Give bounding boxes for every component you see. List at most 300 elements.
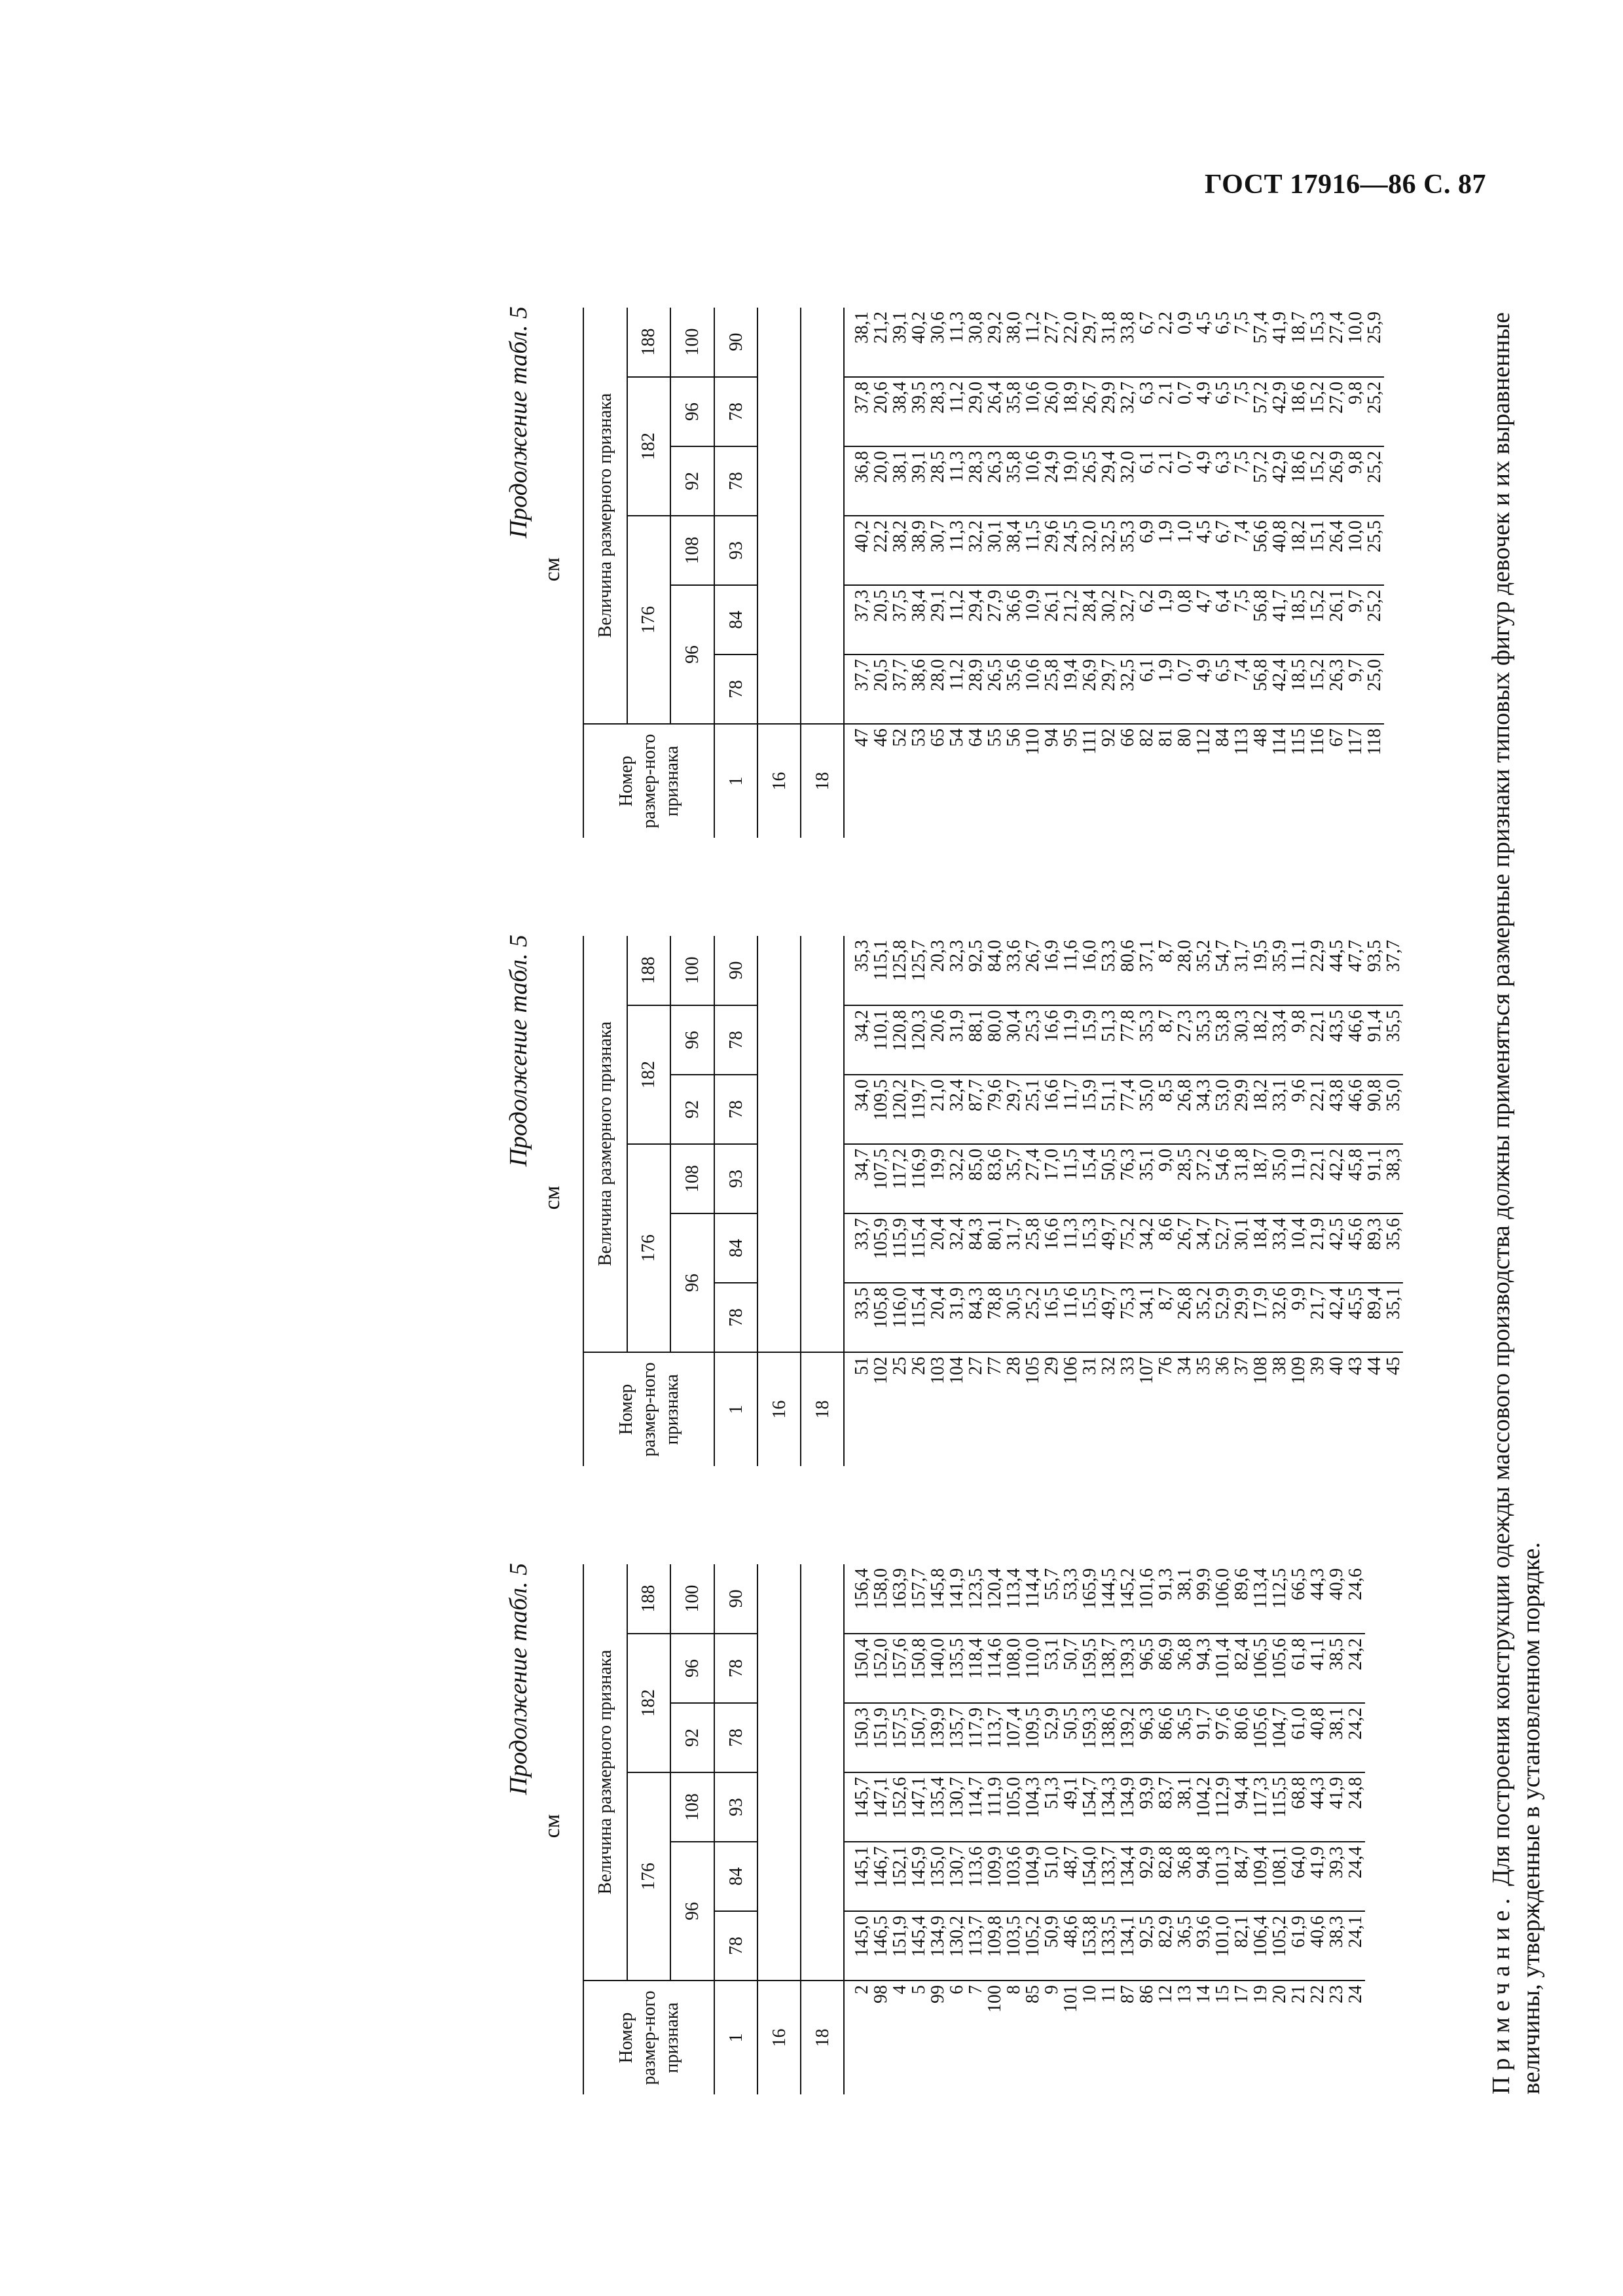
- table-row: [1099, 308, 1118, 838]
- value-cell: 20,0: [871, 446, 890, 516]
- table-row: [1251, 936, 1270, 1466]
- table-row: [1232, 308, 1251, 838]
- header-sub-108: 108: [670, 1144, 714, 1213]
- table-row: [1365, 308, 1384, 838]
- value-cell: 86,9: [1156, 1634, 1175, 1703]
- value-cell: 25,0: [1365, 655, 1384, 724]
- value-cell: 18,4: [1251, 1213, 1270, 1283]
- value-cell: 146,5: [871, 1911, 890, 1981]
- value-cell: 6,3: [1137, 377, 1156, 446]
- value-cell: 26,7: [1175, 1213, 1194, 1283]
- table-row: [966, 1564, 985, 2094]
- value-cell: 150,3: [844, 1703, 871, 1772]
- value-cell: 1,9: [1156, 585, 1175, 655]
- value-cell: 22,2: [871, 516, 890, 585]
- value-cell: 15,2: [1308, 377, 1327, 446]
- feature-number-cell: 23: [1327, 1981, 1346, 2094]
- value-cell: 99,9: [1194, 1564, 1213, 1634]
- value-cell: 26,7: [1080, 377, 1099, 446]
- value-cell: 38,5: [1327, 1634, 1346, 1703]
- value-cell: 38,3: [1327, 1911, 1346, 1981]
- feature-number-cell: 5: [909, 1981, 928, 2094]
- table-row: [909, 1564, 928, 2094]
- value-cell: 20,3: [928, 936, 947, 1005]
- value-cell: 117,9: [966, 1703, 985, 1772]
- data-table: [583, 936, 1403, 1466]
- value-cell: 135,5: [947, 1634, 966, 1703]
- value-cell: 26,1: [1327, 585, 1346, 655]
- value-cell: 147,1: [871, 1772, 890, 1842]
- table-row: [1327, 936, 1346, 1466]
- table-row: [1023, 936, 1042, 1466]
- value-cell: 97,6: [1213, 1703, 1232, 1772]
- feature-number-cell: 77: [985, 1352, 1004, 1466]
- feature-number-cell: 82: [1137, 724, 1156, 838]
- value-cell: 15,2: [1308, 446, 1327, 516]
- value-cell: 30,2: [1099, 585, 1118, 655]
- value-cell: 153,8: [1080, 1911, 1099, 1981]
- value-cell: 38,9: [909, 516, 928, 585]
- value-cell: 38,3: [1384, 1144, 1403, 1213]
- feature-number-cell: 48: [1251, 724, 1270, 838]
- value-cell: 37,5: [890, 585, 909, 655]
- table-row: [1061, 936, 1080, 1466]
- value-cell: 18,2: [1251, 1075, 1270, 1144]
- value-cell: 107,5: [871, 1144, 890, 1213]
- value-cell: 9,8: [1289, 1005, 1308, 1075]
- value-cell: 42,4: [1270, 655, 1289, 724]
- value-cell: 19,4: [1061, 655, 1080, 724]
- feature-number-cell: 29: [1042, 1352, 1061, 1466]
- value-cell: 151,9: [871, 1703, 890, 1772]
- value-cell: 88,1: [966, 1005, 985, 1075]
- value-cell: 57,4: [1251, 308, 1270, 377]
- value-cell: 104,3: [1023, 1772, 1042, 1842]
- table-row: [928, 308, 947, 838]
- table-row: [1156, 936, 1175, 1466]
- value-cell: 11,3: [1061, 1213, 1080, 1283]
- feature-number-cell: 53: [909, 724, 928, 838]
- feature-number-cell: 15: [1213, 1981, 1232, 2094]
- value-cell: 86,6: [1156, 1703, 1175, 1772]
- value-cell: 0,7: [1175, 377, 1194, 446]
- header-group-182: 182: [627, 1634, 671, 1772]
- value-cell: 28,0: [1175, 936, 1194, 1005]
- value-cell: 29,9: [1099, 377, 1118, 446]
- feature-number-cell: 54: [947, 724, 966, 838]
- table-row: [1118, 936, 1137, 1466]
- header-sub-96b: 96: [670, 1634, 714, 1703]
- value-cell: 113,6: [966, 1842, 985, 1911]
- value-cell: 145,2: [1118, 1564, 1137, 1634]
- value-cell: 157,5: [890, 1703, 909, 1772]
- note-prefix: Примечание.: [1487, 1892, 1515, 2094]
- value-cell: 10,6: [1023, 655, 1042, 724]
- value-cell: 105,9: [871, 1213, 890, 1283]
- value-cell: 32,2: [966, 516, 985, 585]
- table-row: [1194, 1564, 1213, 2094]
- feature-number-cell: 10: [1080, 1981, 1099, 2094]
- value-cell: 27,7: [1042, 308, 1061, 377]
- value-cell: 46,6: [1346, 1005, 1365, 1075]
- header-sub-100: 100: [670, 308, 714, 377]
- value-cell: 103,6: [1004, 1842, 1023, 1911]
- header-blank-row: [757, 936, 801, 1352]
- value-cell: 35,3: [1118, 516, 1137, 585]
- header-r1: 1: [714, 1981, 757, 2094]
- table-row: [1346, 308, 1365, 838]
- value-cell: 27,9: [985, 585, 1004, 655]
- header-sub-92: 92: [670, 446, 714, 516]
- table-row: [844, 936, 871, 1466]
- value-cell: 9,8: [1346, 446, 1365, 516]
- value-cell: 8,5: [1156, 1075, 1175, 1144]
- value-cell: 27,4: [1023, 1144, 1042, 1213]
- value-cell: 11,3: [947, 308, 966, 377]
- table-section-1: [504, 1558, 1486, 2094]
- value-cell: 18,9: [1061, 377, 1080, 446]
- value-cell: 165,9: [1080, 1564, 1099, 1634]
- value-cell: 118,4: [966, 1634, 985, 1703]
- value-cell: 24,1: [1346, 1911, 1365, 1981]
- value-cell: 26,0: [1042, 377, 1061, 446]
- value-cell: 94,4: [1232, 1772, 1251, 1842]
- value-cell: 150,8: [909, 1634, 928, 1703]
- value-cell: 89,4: [1365, 1283, 1384, 1352]
- header-group-188: 188: [627, 1564, 671, 1634]
- header-velichina: Величина размерного признака: [583, 1564, 627, 1981]
- value-cell: 9,8: [1346, 377, 1365, 446]
- value-cell: 135,4: [928, 1772, 947, 1842]
- table-row: [1137, 308, 1156, 838]
- value-cell: 21,2: [1061, 585, 1080, 655]
- header-sub-96: 96: [670, 585, 714, 724]
- value-cell: 35,8: [1004, 377, 1023, 446]
- table-row: [1327, 308, 1346, 838]
- value-cell: 90,8: [1365, 1075, 1384, 1144]
- value-cell: 34,3: [1194, 1075, 1213, 1144]
- value-cell: 26,8: [1175, 1075, 1194, 1144]
- value-cell: 53,3: [1061, 1564, 1080, 1634]
- value-cell: 116,0: [890, 1283, 909, 1352]
- value-cell: 115,5: [1270, 1772, 1289, 1842]
- feature-number-cell: 66: [1118, 724, 1137, 838]
- value-cell: 158,0: [871, 1564, 890, 1634]
- value-cell: 43,5: [1327, 1005, 1346, 1075]
- value-cell: 16,0: [1080, 936, 1099, 1005]
- value-cell: 11,9: [1289, 1144, 1308, 1213]
- feature-number-cell: 19: [1251, 1981, 1270, 2094]
- value-cell: 37,2: [1194, 1144, 1213, 1213]
- value-cell: 42,5: [1327, 1213, 1346, 1283]
- table-row: [1270, 936, 1289, 1466]
- feature-number-cell: 6: [947, 1981, 966, 2094]
- value-cell: 125,8: [890, 936, 909, 1005]
- feature-number-cell: 25: [890, 1352, 909, 1466]
- feature-number-cell: 98: [871, 1981, 890, 2094]
- feature-number-cell: 111: [1080, 724, 1099, 838]
- value-cell: 139,3: [1118, 1634, 1137, 1703]
- table-row: [1308, 308, 1327, 838]
- feature-number-cell: 7: [966, 1981, 985, 2094]
- value-cell: 36,5: [1175, 1911, 1194, 1981]
- value-cell: 28,5: [1175, 1144, 1194, 1213]
- feature-number-cell: 24: [1346, 1981, 1365, 2094]
- value-cell: 57,2: [1251, 377, 1270, 446]
- value-cell: 38,1: [844, 308, 871, 377]
- value-cell: 11,3: [947, 516, 966, 585]
- feature-number-cell: 86: [1137, 1981, 1156, 2094]
- value-cell: 37,1: [1137, 936, 1156, 1005]
- value-cell: 38,1: [1327, 1703, 1346, 1772]
- table-row: [890, 308, 909, 838]
- value-cell: 37,7: [890, 655, 909, 724]
- value-cell: 32,5: [1099, 516, 1118, 585]
- feature-number-cell: 20: [1270, 1981, 1289, 2094]
- value-cell: 115,4: [909, 1283, 928, 1352]
- value-cell: 6,2: [1137, 585, 1156, 655]
- feature-number-cell: 31: [1080, 1352, 1099, 1466]
- header-nomer: Номер размер-ного признака: [583, 724, 714, 838]
- value-cell: 24,6: [1346, 1564, 1365, 1634]
- table-row: [844, 308, 871, 838]
- feature-number-cell: 113: [1232, 724, 1251, 838]
- value-cell: 28,3: [966, 446, 985, 516]
- value-cell: 9,9: [1289, 1283, 1308, 1352]
- value-cell: 116,9: [909, 1144, 928, 1213]
- value-cell: 35,3: [1194, 1005, 1213, 1075]
- value-cell: 112,5: [1270, 1564, 1289, 1634]
- value-cell: 141,9: [947, 1564, 966, 1634]
- value-cell: 42,2: [1327, 1144, 1346, 1213]
- value-cell: 157,7: [909, 1564, 928, 1634]
- value-cell: 51,3: [1042, 1772, 1061, 1842]
- table-row: [1004, 308, 1023, 838]
- table-row: [1346, 936, 1365, 1466]
- value-cell: 32,0: [1118, 446, 1137, 516]
- value-cell: 134,3: [1099, 1772, 1118, 1842]
- value-cell: 41,9: [1308, 1842, 1327, 1911]
- value-cell: 18,7: [1251, 1144, 1270, 1213]
- value-cell: 84,0: [985, 936, 1004, 1005]
- value-cell: 156,4: [844, 1564, 871, 1634]
- unit-label: см: [540, 1814, 564, 1839]
- value-cell: 29,7: [1080, 308, 1099, 377]
- header-sub-92: 92: [670, 1703, 714, 1772]
- value-cell: 18,5: [1289, 585, 1308, 655]
- feature-number-cell: 13: [1175, 1981, 1194, 2094]
- value-cell: 26,9: [1327, 446, 1346, 516]
- value-cell: 29,7: [1099, 655, 1118, 724]
- value-cell: 80,6: [1118, 936, 1137, 1005]
- table-row: [871, 1564, 890, 2094]
- table-row: [1194, 936, 1213, 1466]
- value-cell: 130,7: [947, 1772, 966, 1842]
- value-cell: 106,5: [1251, 1634, 1270, 1703]
- value-cell: 94,3: [1194, 1634, 1213, 1703]
- value-cell: 9,7: [1346, 585, 1365, 655]
- header-group-176: 176: [627, 1144, 671, 1352]
- value-cell: 135,0: [928, 1842, 947, 1911]
- value-cell: 2,1: [1156, 446, 1175, 516]
- value-cell: 56,6: [1251, 516, 1270, 585]
- value-cell: 152,0: [871, 1634, 890, 1703]
- value-cell: 120,8: [890, 1005, 909, 1075]
- value-cell: 11,2: [947, 585, 966, 655]
- value-cell: 26,1: [1042, 585, 1061, 655]
- value-cell: 24,4: [1346, 1842, 1365, 1911]
- value-cell: 35,1: [1137, 1144, 1156, 1213]
- header-sub-108: 108: [670, 516, 714, 585]
- value-cell: 4,9: [1194, 655, 1213, 724]
- table-row: [928, 936, 947, 1466]
- value-cell: 159,5: [1080, 1634, 1099, 1703]
- header-r1: 1: [714, 724, 757, 838]
- value-cell: 64,0: [1289, 1842, 1308, 1911]
- value-cell: 15,9: [1080, 1075, 1099, 1144]
- feature-number-cell: 109: [1289, 1352, 1308, 1466]
- value-cell: 0,7: [1175, 446, 1194, 516]
- value-cell: 125,7: [909, 936, 928, 1005]
- value-cell: 34,2: [844, 1005, 871, 1075]
- value-cell: 22,1: [1308, 1144, 1327, 1213]
- header-col-78a: 78: [714, 655, 757, 724]
- value-cell: 4,9: [1194, 377, 1213, 446]
- value-cell: 50,5: [1061, 1703, 1080, 1772]
- table-row: [1270, 308, 1289, 838]
- feature-number-cell: 14: [1194, 1981, 1213, 2094]
- value-cell: 36,8: [1175, 1634, 1194, 1703]
- header-velichina: Величина размерного признака: [583, 308, 627, 724]
- value-cell: 20,5: [871, 585, 890, 655]
- value-cell: 93,9: [1137, 1772, 1156, 1842]
- value-cell: 109,5: [1023, 1703, 1042, 1772]
- value-cell: 7,5: [1232, 308, 1251, 377]
- value-cell: 91,3: [1156, 1564, 1175, 1634]
- value-cell: 6,1: [1137, 655, 1156, 724]
- value-cell: 39,3: [1327, 1842, 1346, 1911]
- header-sub-100: 100: [670, 1564, 714, 1634]
- value-cell: 44,5: [1327, 936, 1346, 1005]
- value-cell: 38,2: [890, 516, 909, 585]
- value-cell: 82,1: [1232, 1911, 1251, 1981]
- header-sub-96b: 96: [670, 377, 714, 446]
- value-cell: 57,2: [1251, 446, 1270, 516]
- header-blank-row: [801, 1564, 844, 1981]
- table-row: [1175, 1564, 1194, 2094]
- value-cell: 84,7: [1232, 1842, 1251, 1911]
- feature-number-cell: 81: [1156, 724, 1175, 838]
- header-group-176: 176: [627, 516, 671, 724]
- value-cell: 33,4: [1270, 1005, 1289, 1075]
- table-row: [1270, 1564, 1289, 2094]
- feature-number-cell: 38: [1270, 1352, 1289, 1466]
- header-r3: 18: [801, 724, 844, 838]
- feature-number-cell: 46: [871, 724, 890, 838]
- value-cell: 30,1: [985, 516, 1004, 585]
- table-row: [1042, 936, 1061, 1466]
- value-cell: 75,2: [1118, 1213, 1137, 1283]
- value-cell: 24,8: [1346, 1772, 1365, 1842]
- header-col-78c: 78: [714, 1634, 757, 1703]
- value-cell: 109,5: [871, 1075, 890, 1144]
- value-cell: 37,3: [844, 585, 871, 655]
- value-cell: 152,6: [890, 1772, 909, 1842]
- value-cell: 16,6: [1042, 1005, 1061, 1075]
- value-cell: 108,0: [1004, 1634, 1023, 1703]
- value-cell: 10,6: [1023, 377, 1042, 446]
- value-cell: 32,2: [947, 1144, 966, 1213]
- feature-number-cell: 112: [1194, 724, 1213, 838]
- value-cell: 41,7: [1270, 585, 1289, 655]
- value-cell: 42,9: [1270, 377, 1289, 446]
- value-cell: 25,8: [1023, 1213, 1042, 1283]
- value-cell: 11,5: [1061, 1144, 1080, 1213]
- table-row: [985, 936, 1004, 1466]
- value-cell: 2,2: [1156, 308, 1175, 377]
- table-row: [1289, 1564, 1308, 2094]
- value-cell: 112,9: [1213, 1772, 1232, 1842]
- value-cell: 92,5: [966, 936, 985, 1005]
- header-sub-100: 100: [670, 936, 714, 1005]
- value-cell: 91,7: [1194, 1703, 1213, 1772]
- value-cell: 105,8: [871, 1283, 890, 1352]
- value-cell: 15,5: [1080, 1283, 1099, 1352]
- value-cell: 6,9: [1137, 516, 1156, 585]
- data-table: [583, 1564, 1365, 2094]
- value-cell: 25,2: [1365, 377, 1384, 446]
- feature-number-cell: 114: [1270, 724, 1289, 838]
- value-cell: 42,9: [1270, 446, 1289, 516]
- value-cell: 18,6: [1289, 446, 1308, 516]
- value-cell: 1,9: [1156, 655, 1175, 724]
- table-row: [1365, 936, 1384, 1466]
- table-row: [1213, 308, 1232, 838]
- header-col-84: 84: [714, 1842, 757, 1911]
- value-cell: 133,7: [1099, 1842, 1118, 1911]
- table-row: [1061, 308, 1080, 838]
- value-cell: 16,6: [1042, 1213, 1061, 1283]
- value-cell: 40,8: [1270, 516, 1289, 585]
- rotated-content: [373, 295, 1623, 2094]
- value-cell: 85,0: [966, 1144, 985, 1213]
- value-cell: 138,6: [1099, 1703, 1118, 1772]
- table-caption: Продолжение табл. 5: [505, 935, 532, 1167]
- value-cell: 48,7: [1061, 1842, 1080, 1911]
- value-cell: 30,1: [1232, 1213, 1251, 1283]
- value-cell: 123,5: [966, 1564, 985, 1634]
- value-cell: 37,8: [844, 377, 871, 446]
- value-cell: 27,0: [1327, 377, 1346, 446]
- header-r1: 1: [714, 1352, 757, 1466]
- feature-number-cell: 108: [1251, 1352, 1270, 1466]
- value-cell: 32,6: [1270, 1283, 1289, 1352]
- header-blank-row: [757, 308, 801, 724]
- value-cell: 41,1: [1308, 1634, 1327, 1703]
- feature-number-cell: 118: [1365, 724, 1384, 838]
- feature-number-cell: 43: [1346, 1352, 1365, 1466]
- table-row: [985, 1564, 1004, 2094]
- table-row: [1213, 936, 1232, 1466]
- value-cell: 109,8: [985, 1911, 1004, 1981]
- table-row: [1308, 936, 1327, 1466]
- value-cell: 7,5: [1232, 446, 1251, 516]
- value-cell: 76,3: [1118, 1144, 1137, 1213]
- value-cell: 29,6: [1042, 516, 1061, 585]
- feature-number-cell: 56: [1004, 724, 1023, 838]
- value-cell: 28,4: [1080, 585, 1099, 655]
- value-cell: 105,0: [1004, 1772, 1023, 1842]
